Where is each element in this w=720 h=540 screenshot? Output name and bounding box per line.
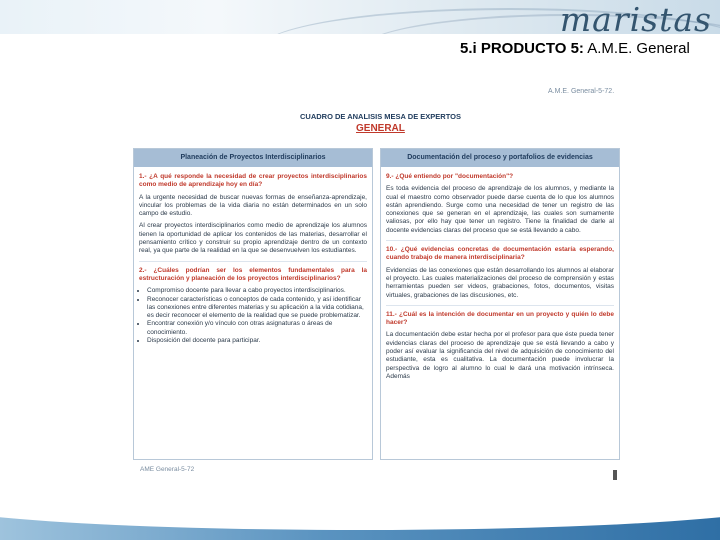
question-9-title: 9.- ¿Qué entiendo por "documentación"? (386, 173, 514, 180)
right-column (380, 148, 620, 460)
question-1-title: 1.- ¿A qué responde la necesidad de crear proyectos interdisciplinarios como medio de aprendizaje hoy en día? (139, 173, 367, 189)
question-1-paragraph-2: Al crear proyectos interdisciplinarios como medio de aprendizaje los alumnos tienen la oportunidad de aplicar los contenidos de las materias, desarrollar el pensamiento crítico y construir su propio aprendizaje dentro de un contexto real, ya que parte de la realidad en la que se desenvuelven los estudiantes. (139, 222, 367, 255)
document-heading (300, 112, 461, 134)
header-band (0, 0, 720, 34)
left-column-body (134, 167, 372, 355)
question-1-paragraph-1: A la urgente necesidad de buscar nuevas formas de enseñanza-aprendizaje, vincular los problemas de la vida diaria no están determinados en un solo campo de estudio. (139, 193, 367, 218)
question-2-list (139, 287, 367, 345)
bottom-band (0, 500, 720, 540)
document-heading-text: CUADRO DE ANALISIS MESA DE EXPERTOS (300, 112, 461, 121)
list-item: • Encontrar conexión y/o vínculo con otras asignaturas o áreas de conocimiento. (147, 320, 367, 337)
page-marker (613, 470, 617, 480)
right-column-header: Documentación del proceso y portafolios de evidencias (381, 149, 619, 167)
document-footer: AME General-5-72 (140, 466, 195, 473)
divider (386, 240, 614, 241)
slide-title (460, 40, 690, 57)
list-item: • Disposición del docente para participar. (147, 337, 367, 345)
question-11-title: 11.- ¿Cuál es la intención de documentar en un proyecto y quién lo debe hacer? (386, 310, 614, 327)
question-10-body: Evidencias de las conexiones que están desarrollando los alumnos al elaborar el proyecto. Las cuales materializaciones del proceso de comprensión y estas herramientas pueden ser videos, grabaciones, fotos, documentos, visitas virtuales, grabaciones de las discusiones, etc. (386, 266, 614, 299)
question-2-title: 2.- ¿Cuáles podrían ser los elementos fundamentales para la estructuración y planeación de los proyectos interdisciplinarios? (139, 266, 367, 282)
divider (139, 261, 367, 262)
slide-title-rest: A.M.E. General (583, 40, 690, 57)
right-column-body (381, 167, 619, 391)
maristas-logo: maristas (559, 0, 712, 34)
list-item: • Reconocer características o conceptos de cada contenido, y así identificar las conexiones entre diferentes materias y su aplicación a la vida cotidiana, es decir reconocer el elemento de la realidad que se puede problematizar. (147, 296, 367, 321)
divider (386, 305, 614, 306)
question-10-title: 10.- ¿Qué evidencias concretas de documentación estaría esperando, cuando trabajo de manera interdisciplinaria? (386, 246, 614, 262)
slide-title-bold: 5.i PRODUCTO 5: (460, 40, 584, 57)
left-column (133, 148, 373, 460)
question-11-body: La documentación debe estar hecha por el profesor para que éste pueda tener evidencias claras del proceso de aprendizaje que se está llevando a cabo y poder así evaluar la significancia del nivel de adquisición de conocimiento del estudiante, esta es cualitativa. La documentación puede involucrar la perspectiva de logro al alumno lo cual le dará una motivación intrínseca. Además (386, 331, 614, 380)
document-reference: A.M.E. General-5-72. (548, 88, 615, 95)
list-item: • Compromiso docente para llevar a cabo proyectos interdisciplinarios. (147, 287, 367, 295)
bottom-curve-decoration (0, 500, 720, 530)
document-subheading: GENERAL (356, 123, 405, 134)
question-9-body: Es toda evidencia del proceso de aprendizaje de los alumnos, y mediante la cual el maestro como observador puede darse cuenta de lo que los alumnos están aprendiendo. Surge como una necesidad de tener un registro de las conexiones que se generan en el aprendizaje, las cuales son sumamente valiosas, por ello hay que tener un registro. Tiene la finalidad de darle al docente evidencias claras del proceso que se está llevando a cabo. (386, 185, 614, 234)
left-column-header: Planeación de Proyectos Interdisciplinarios (134, 149, 372, 167)
